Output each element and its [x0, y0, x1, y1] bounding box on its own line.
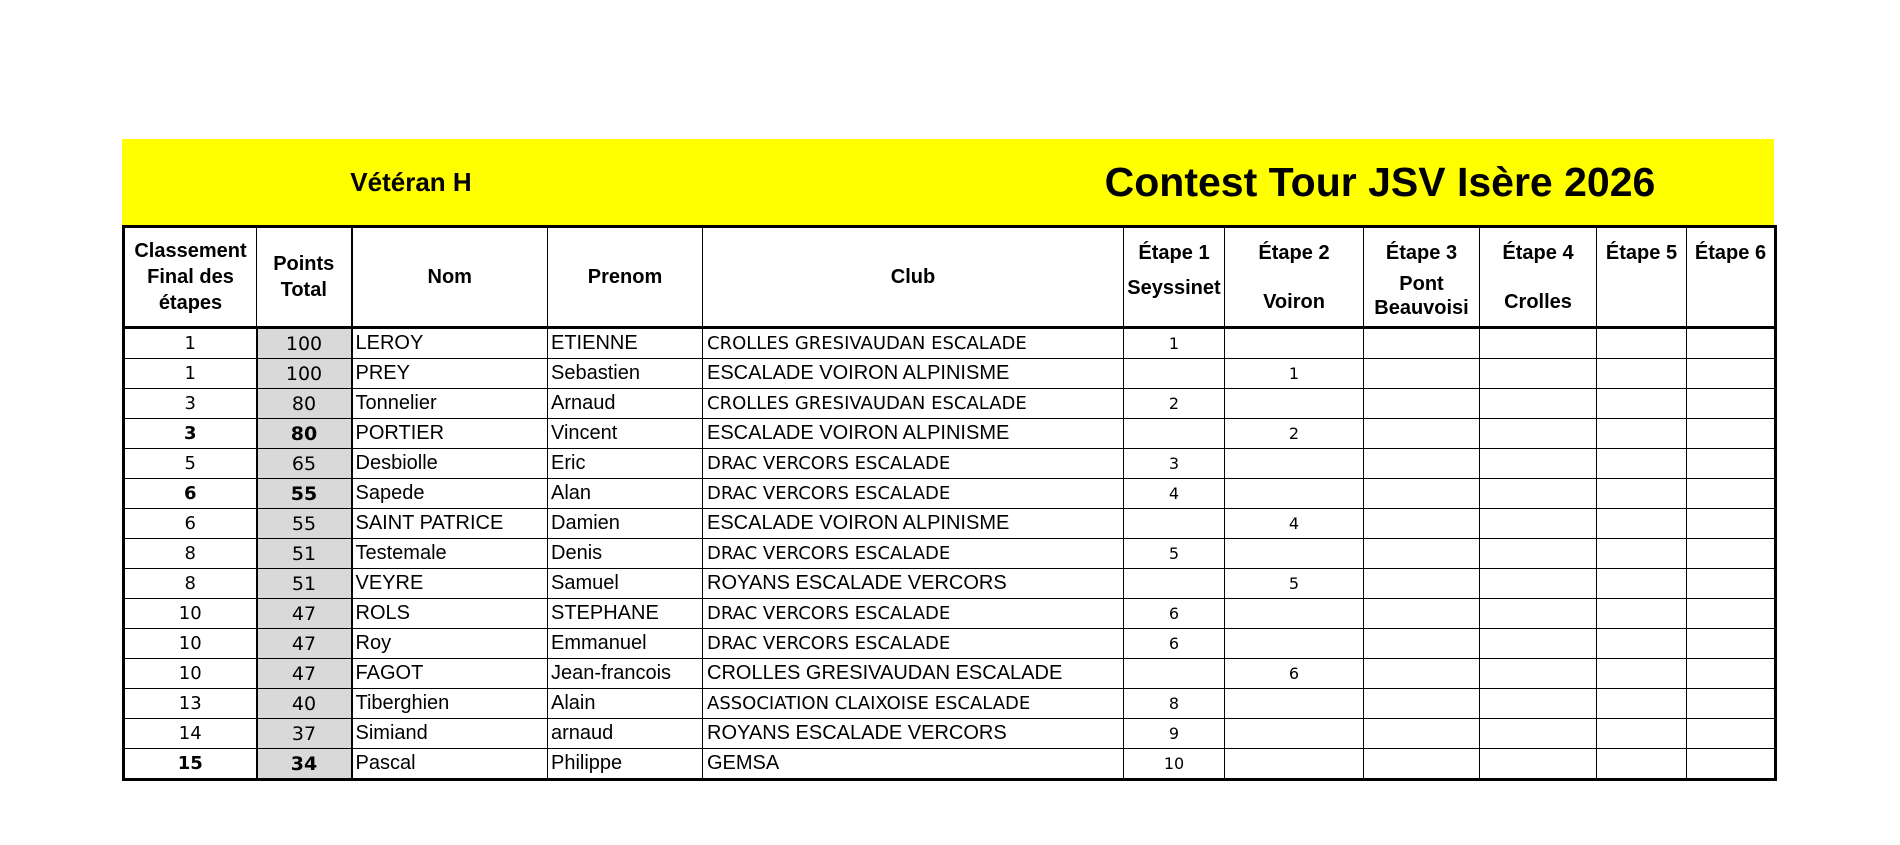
rank-cell: 6 — [124, 479, 257, 509]
etape-4-cell — [1480, 509, 1597, 539]
etape-6-cell — [1687, 359, 1776, 389]
etape-6-cell — [1687, 479, 1776, 509]
nom-cell: PREY — [352, 359, 548, 389]
etape-6-cell — [1687, 509, 1776, 539]
etape-2-cell — [1225, 479, 1364, 509]
col-header-etape-1 — [1124, 227, 1225, 328]
prenom-cell: Philippe — [548, 749, 703, 780]
table-row — [124, 539, 1776, 569]
points-cell: 100 — [257, 359, 352, 389]
etape-4-cell — [1480, 359, 1597, 389]
etape-1-cell — [1124, 509, 1225, 539]
etape-2-cell — [1225, 449, 1364, 479]
etape-2-cell: 6 — [1225, 659, 1364, 689]
points-cell: 47 — [257, 599, 352, 629]
etape-5-cell — [1597, 689, 1687, 719]
club-cell: DRAC VERCORS ESCALADE — [703, 599, 1124, 629]
etape-5-cell — [1597, 569, 1687, 599]
club-cell: GEMSA — [703, 749, 1124, 780]
rank-cell: 3 — [124, 419, 257, 449]
prenom-cell: STEPHANE — [548, 599, 703, 629]
etape-6-cell — [1687, 569, 1776, 599]
col-header-classement: Classement Final des étapes — [124, 227, 257, 328]
etape-3-cell — [1364, 599, 1480, 629]
etape-6-cell — [1687, 629, 1776, 659]
rank-cell: 5 — [124, 449, 257, 479]
table-row — [124, 389, 1776, 419]
club-cell: DRAC VERCORS ESCALADE — [703, 449, 1124, 479]
etape-place: Voiron — [1263, 291, 1325, 313]
etape-1-cell: 3 — [1124, 449, 1225, 479]
prenom-cell: Emmanuel — [548, 629, 703, 659]
etape-3-cell — [1364, 479, 1480, 509]
col-header-etape-3 — [1364, 227, 1480, 328]
club-cell: ROYANS ESCALADE VERCORS — [703, 719, 1124, 749]
etape-5-cell — [1597, 749, 1687, 780]
etape-4-cell — [1480, 749, 1597, 780]
etape-label: Étape 2 — [1258, 242, 1330, 264]
etape-3-cell — [1364, 419, 1480, 449]
nom-cell: Sapede — [352, 479, 548, 509]
etape-4-cell — [1480, 629, 1597, 659]
etape-6-cell — [1687, 659, 1776, 689]
etape-label: Étape 3 — [1385, 242, 1458, 264]
table-row — [124, 719, 1776, 749]
table-row — [124, 629, 1776, 659]
nom-cell: Simiand — [352, 719, 548, 749]
club-cell: ESCALADE VOIRON ALPINISME — [703, 359, 1124, 389]
nom-cell: Roy — [352, 629, 548, 659]
etape-6-cell — [1687, 719, 1776, 749]
etape-1-cell — [1124, 659, 1225, 689]
etape-3-cell — [1364, 659, 1480, 689]
club-cell: ESCALADE VOIRON ALPINISME — [703, 419, 1124, 449]
etape-2-cell: 5 — [1225, 569, 1364, 599]
club-cell: DRAC VERCORS ESCALADE — [703, 539, 1124, 569]
nom-cell: Testemale — [352, 539, 548, 569]
etape-2-cell: 2 — [1225, 419, 1364, 449]
etape-3-cell — [1364, 569, 1480, 599]
etape-1-cell — [1124, 359, 1225, 389]
category-label: Vétéran H — [350, 166, 472, 197]
etape-5-cell — [1597, 359, 1687, 389]
club-cell: DRAC VERCORS ESCALADE — [703, 629, 1124, 659]
rank-cell: 10 — [124, 599, 257, 629]
prenom-cell: Denis — [548, 539, 703, 569]
etape-label: Étape 6 — [1694, 242, 1767, 264]
club-cell: DRAC VERCORS ESCALADE — [703, 479, 1124, 509]
etape-2-cell — [1225, 328, 1364, 359]
col-header-nom: Nom — [352, 227, 548, 328]
prenom-cell: Jean-francois — [548, 659, 703, 689]
etape-2-cell — [1225, 749, 1364, 780]
prenom-cell: Arnaud — [548, 389, 703, 419]
rank-cell: 8 — [124, 539, 257, 569]
etape-6-cell — [1687, 419, 1776, 449]
etape-place: Pont Beauvoisi — [1374, 273, 1469, 319]
etape-3-cell — [1364, 749, 1480, 780]
club-cell: ESCALADE VOIRON ALPINISME — [703, 509, 1124, 539]
etape-1-cell: 6 — [1124, 629, 1225, 659]
etape-4-cell — [1480, 569, 1597, 599]
points-cell: 40 — [257, 689, 352, 719]
etape-4-cell — [1480, 479, 1597, 509]
etape-4-cell — [1480, 449, 1597, 479]
prenom-cell: Samuel — [548, 569, 703, 599]
points-cell: 55 — [257, 479, 352, 509]
etape-5-cell — [1597, 479, 1687, 509]
etape-5-cell — [1597, 328, 1687, 359]
results-body — [124, 328, 1776, 780]
etape-4-cell — [1480, 599, 1597, 629]
points-cell: 47 — [257, 629, 352, 659]
club-cell: ASSOCIATION CLAIXOISE ESCALADE — [703, 689, 1124, 719]
etape-3-cell — [1364, 539, 1480, 569]
etape-4-cell — [1480, 328, 1597, 359]
prenom-cell: Alain — [548, 689, 703, 719]
etape-4-cell — [1480, 389, 1597, 419]
club-cell: CROLLES GRESIVAUDAN ESCALADE — [703, 328, 1124, 359]
prenom-cell: arnaud — [548, 719, 703, 749]
table-row — [124, 449, 1776, 479]
points-cell: 65 — [257, 449, 352, 479]
etape-1-cell: 9 — [1124, 719, 1225, 749]
etape-1-cell — [1124, 569, 1225, 599]
header-banner — [122, 139, 1774, 225]
etape-5-cell — [1597, 419, 1687, 449]
nom-cell: FAGOT — [352, 659, 548, 689]
etape-2-cell — [1225, 599, 1364, 629]
club-cell: ROYANS ESCALADE VERCORS — [703, 569, 1124, 599]
prenom-cell: Vincent — [548, 419, 703, 449]
etape-6-cell — [1687, 539, 1776, 569]
col-header-etape-6 — [1687, 227, 1776, 328]
points-cell: 34 — [257, 749, 352, 780]
etape-4-cell — [1480, 539, 1597, 569]
etape-5-cell — [1597, 719, 1687, 749]
etape-6-cell — [1687, 599, 1776, 629]
results-sheet — [122, 139, 1774, 781]
nom-cell: LEROY — [352, 328, 548, 359]
etape-5-cell — [1597, 659, 1687, 689]
col-header-etape-5 — [1597, 227, 1687, 328]
rank-cell: 8 — [124, 569, 257, 599]
etape-2-cell: 1 — [1225, 359, 1364, 389]
prenom-cell: Damien — [548, 509, 703, 539]
etape-5-cell — [1597, 389, 1687, 419]
etape-label: Étape 4 — [1502, 242, 1574, 264]
club-cell: CROLLES GRESIVAUDAN ESCALADE — [703, 389, 1124, 419]
rank-cell: 10 — [124, 629, 257, 659]
nom-cell: ROLS — [352, 599, 548, 629]
results-table — [122, 225, 1777, 781]
rank-cell: 14 — [124, 719, 257, 749]
points-cell: 100 — [257, 328, 352, 359]
etape-3-cell — [1364, 689, 1480, 719]
rank-cell: 15 — [124, 749, 257, 780]
rank-cell: 13 — [124, 689, 257, 719]
rank-cell: 10 — [124, 659, 257, 689]
etape-4-cell — [1480, 689, 1597, 719]
etape-3-cell — [1364, 389, 1480, 419]
etape-6-cell — [1687, 749, 1776, 780]
points-cell: 80 — [257, 389, 352, 419]
etape-1-cell — [1124, 419, 1225, 449]
table-row — [124, 569, 1776, 599]
etape-1-cell: 1 — [1124, 328, 1225, 359]
etape-3-cell — [1364, 509, 1480, 539]
table-row — [124, 509, 1776, 539]
rank-cell: 1 — [124, 328, 257, 359]
col-header-prenom: Prenom — [548, 227, 703, 328]
etape-1-cell: 2 — [1124, 389, 1225, 419]
etape-2-cell: 4 — [1225, 509, 1364, 539]
etape-3-cell — [1364, 359, 1480, 389]
table-row — [124, 359, 1776, 389]
etape-1-cell: 6 — [1124, 599, 1225, 629]
etape-2-cell — [1225, 689, 1364, 719]
etape-3-cell — [1364, 328, 1480, 359]
rank-cell: 3 — [124, 389, 257, 419]
header-row — [124, 227, 1776, 328]
etape-5-cell — [1597, 539, 1687, 569]
points-cell: 37 — [257, 719, 352, 749]
etape-label: Étape 1 — [1138, 242, 1210, 264]
etape-1-cell: 4 — [1124, 479, 1225, 509]
col-header-etape-2 — [1225, 227, 1364, 328]
nom-cell: Desbiolle — [352, 449, 548, 479]
nom-cell: PORTIER — [352, 419, 548, 449]
nom-cell: Tiberghien — [352, 689, 548, 719]
points-cell: 55 — [257, 509, 352, 539]
etape-6-cell — [1687, 689, 1776, 719]
nom-cell: Tonnelier — [352, 389, 548, 419]
etape-4-cell — [1480, 659, 1597, 689]
table-row — [124, 659, 1776, 689]
prenom-cell: Alan — [548, 479, 703, 509]
rank-cell: 6 — [124, 509, 257, 539]
points-cell: 51 — [257, 569, 352, 599]
rank-cell: 1 — [124, 359, 257, 389]
etape-1-cell: 5 — [1124, 539, 1225, 569]
etape-1-cell: 8 — [1124, 689, 1225, 719]
etape-3-cell — [1364, 719, 1480, 749]
etape-place: Crolles — [1504, 291, 1572, 313]
prenom-cell: ETIENNE — [548, 328, 703, 359]
etape-1-cell: 10 — [1124, 749, 1225, 780]
points-cell: 47 — [257, 659, 352, 689]
etape-5-cell — [1597, 509, 1687, 539]
etape-5-cell — [1597, 629, 1687, 659]
etape-2-cell — [1225, 389, 1364, 419]
nom-cell: Pascal — [352, 749, 548, 780]
etape-4-cell — [1480, 419, 1597, 449]
etape-5-cell — [1597, 599, 1687, 629]
etape-2-cell — [1225, 629, 1364, 659]
points-cell: 80 — [257, 419, 352, 449]
table-row — [124, 689, 1776, 719]
col-header-points: Points Total — [257, 227, 352, 328]
nom-cell: SAINT PATRICE — [352, 509, 548, 539]
etape-2-cell — [1225, 719, 1364, 749]
etape-3-cell — [1364, 629, 1480, 659]
prenom-cell: Eric — [548, 449, 703, 479]
etape-2-cell — [1225, 539, 1364, 569]
table-row — [124, 419, 1776, 449]
etape-4-cell — [1480, 719, 1597, 749]
etape-6-cell — [1687, 449, 1776, 479]
table-row — [124, 479, 1776, 509]
etape-place: Seyssinet — [1127, 277, 1221, 299]
page-title: Contest Tour JSV Isère 2026 — [1104, 158, 1656, 205]
table-row — [124, 749, 1776, 780]
club-cell: CROLLES GRESIVAUDAN ESCALADE — [703, 659, 1124, 689]
etape-3-cell — [1364, 449, 1480, 479]
etape-6-cell — [1687, 328, 1776, 359]
etape-5-cell — [1597, 449, 1687, 479]
col-header-club: Club — [703, 227, 1124, 328]
table-row — [124, 328, 1776, 359]
nom-cell: VEYRE — [352, 569, 548, 599]
points-cell: 51 — [257, 539, 352, 569]
col-header-etape-4 — [1480, 227, 1597, 328]
prenom-cell: Sebastien — [548, 359, 703, 389]
etape-label: Étape 5 — [1605, 242, 1678, 264]
table-row — [124, 599, 1776, 629]
etape-6-cell — [1687, 389, 1776, 419]
